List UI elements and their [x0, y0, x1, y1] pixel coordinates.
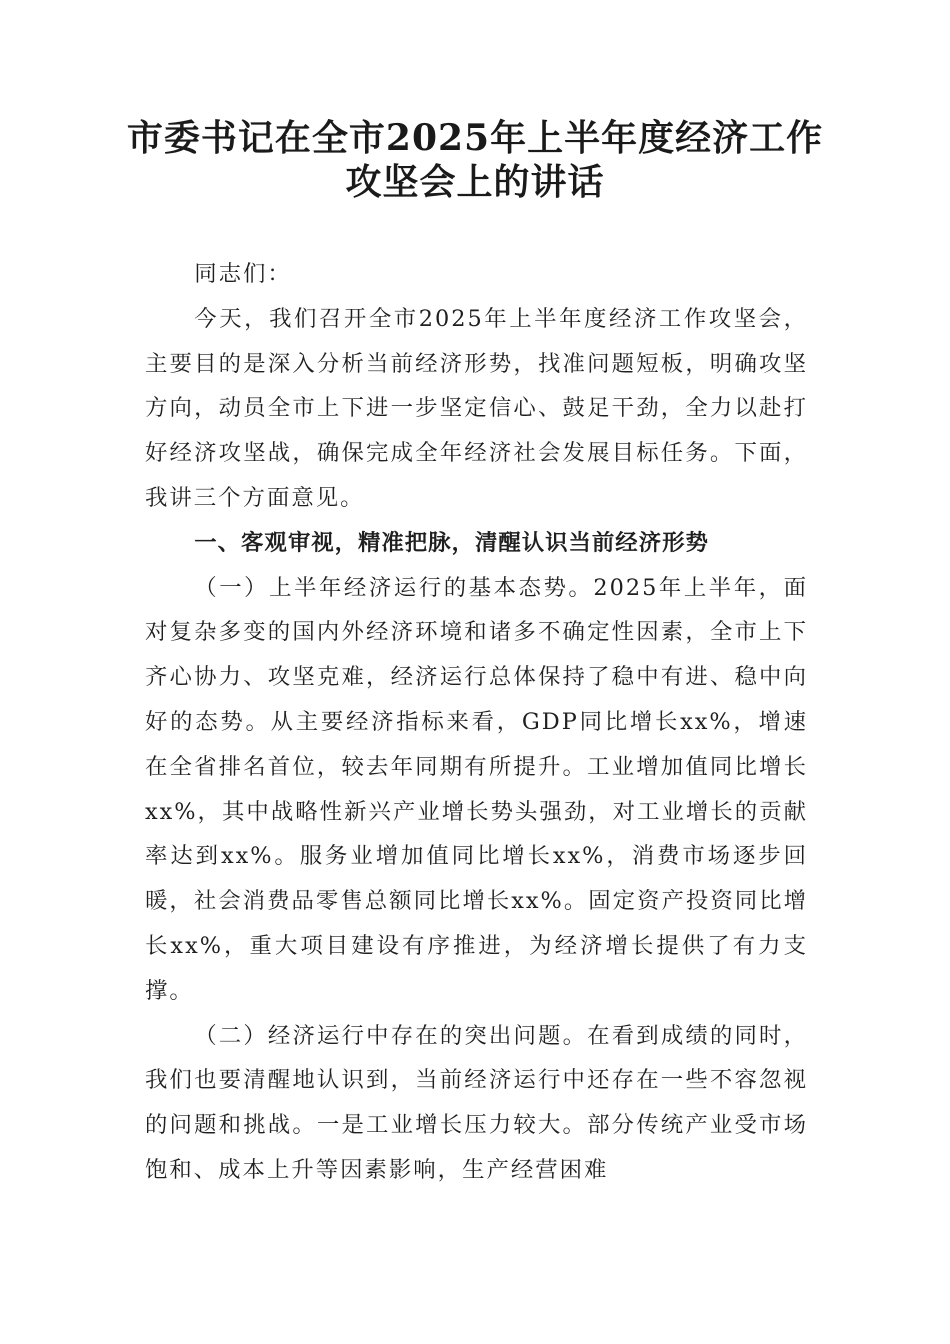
paragraph-subsection-1: （一）上半年经济运行的基本态势。2025年上半年，面对复杂多变的国内外经济环境和诸多不确定性因素，全市上下齐心协力、攻坚克难，经济运行总体保持了稳中有进、稳中向好的态势。从主要经济指标来看，GDP同比增长xx%，增速在全省排名首位，较去年同期有所提升。工业增加值同比增长xx%，其中战略性新兴产业增长势头强劲，对工业增长的贡献率达到xx%。服务业增加值同比增长xx%，消费市场逐步回暖，社会消费品零售总额同比增长xx%。固定资产投资同比增长xx%，重大项目建设有序推进，为经济增长提供了有力支撑。 [145, 574, 808, 1004]
document-title-line-1: 市委书记在全市2025年上半年度经济工作 [126, 117, 824, 159]
salutation: 同志们： [194, 261, 292, 287]
section-heading-1: 一、客观审视，精准把脉，清醒认识当前经济形势 [194, 529, 709, 556]
paragraph-subsection-2: （二）经济运行中存在的突出问题。在看到成绩的同时，我们也要清醒地认识到，当前经济运行中还存在一些不容忽视的问题和挑战。一是工业增长压力较大。部分传统产业受市场饱和、成本上升等因素影响，生产经营困难 [145, 1022, 808, 1183]
document-body [145, 252, 808, 1193]
document-title-line-2: 攻坚会上的讲话 [345, 161, 605, 203]
paragraph-intro: 今天，我们召开全市2025年上半年度经济工作攻坚会，主要目的是深入分析当前经济形势，找准问题短板，明确攻坚方向，动员全市上下进一步坚定信心、鼓足干劲，全力以赴打好经济攻坚战，确保完成全年经济社会发展目标任务。下面，我讲三个方面意见。 [145, 305, 808, 511]
